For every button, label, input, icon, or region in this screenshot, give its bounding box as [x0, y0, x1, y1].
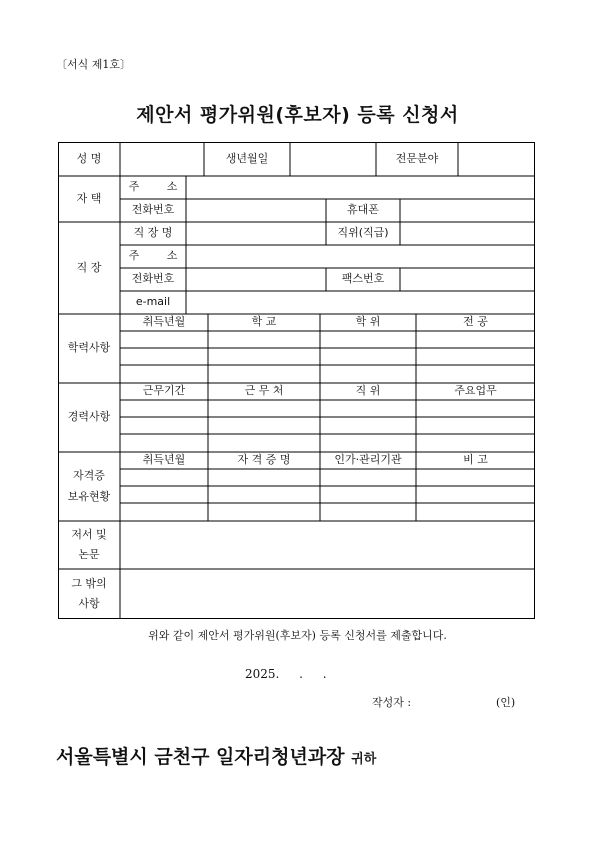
work-address-field[interactable]	[186, 245, 535, 268]
edu-entry-rows[interactable]	[120, 331, 535, 383]
work-label: 직 장	[76, 260, 102, 274]
mobile-field[interactable]	[400, 199, 535, 222]
author-label: 작성자 :	[372, 696, 412, 709]
name-field[interactable]	[120, 142, 204, 176]
home-phone-field[interactable]	[186, 199, 326, 222]
work-phone-field[interactable]	[186, 268, 326, 291]
other-label-line1: 그 밖의	[71, 576, 107, 590]
license-label-line2: 보유현황	[67, 489, 111, 503]
position-field[interactable]	[400, 222, 535, 245]
education-label: 학력사항	[67, 341, 111, 355]
recipient-suffix: 귀하	[351, 752, 377, 767]
field-input[interactable]	[458, 142, 535, 176]
home-address-field[interactable]	[186, 176, 535, 199]
edu-header-school: 학 교	[251, 315, 277, 329]
name-label: 성 명	[76, 151, 102, 165]
recipient-name: 서울특별시 금천구 일자리청년과장	[56, 746, 345, 768]
email-label: e-mail	[135, 295, 171, 309]
license-header-note: 비 고	[463, 453, 488, 467]
birth-label: 생년월일	[225, 151, 269, 165]
license-header-issuer: 인가·관리기관	[334, 453, 402, 467]
workplace-field[interactable]	[186, 222, 326, 245]
fax-field[interactable]	[400, 268, 535, 291]
home-label: 자 택	[76, 191, 102, 205]
fax-label: 팩스번호	[341, 272, 385, 286]
career-header-workplace: 근 무 처	[244, 384, 284, 398]
date-line[interactable]: 2025. . .	[245, 667, 327, 681]
birth-field[interactable]	[290, 142, 376, 176]
mobile-label: 휴대폰	[347, 203, 379, 217]
career-header-period: 근무기간	[142, 384, 186, 398]
other-label	[58, 569, 120, 619]
papers-label	[58, 521, 120, 569]
papers-label-line1: 저서 및	[71, 527, 107, 541]
license-header-name: 자 격 증 명	[237, 453, 291, 467]
career-header-position: 직 위	[355, 384, 381, 398]
position-label: 직위(직급)	[337, 226, 389, 240]
career-entry-rows[interactable]	[120, 400, 535, 452]
edu-header-major: 전 공	[463, 315, 488, 329]
other-field[interactable]	[120, 569, 535, 619]
form-number: 〔서식 제1호〕	[56, 58, 131, 71]
other-label-line2: 사항	[78, 597, 100, 610]
work-phone-label: 전화번호	[131, 272, 175, 286]
license-label-line1: 자격증	[73, 469, 105, 483]
home-phone-label: 전화번호	[131, 203, 175, 217]
registration-form-table	[58, 142, 535, 619]
work-address-label: 주 소	[128, 249, 190, 263]
declaration-text: 위와 같이 제안서 평가위원(후보자) 등록 신청서를 제출합니다.	[148, 629, 447, 642]
edu-header-degree: 학 위	[355, 315, 381, 329]
workplace-label: 직 장 명	[133, 226, 173, 240]
field-label: 전문분야	[395, 151, 439, 165]
papers-field[interactable]	[120, 521, 535, 569]
career-header-duties: 주요업무	[454, 384, 497, 398]
recipient	[56, 742, 376, 769]
license-entry-rows[interactable]	[120, 469, 535, 521]
email-field[interactable]	[186, 291, 535, 314]
career-label: 경력사항	[67, 410, 111, 424]
home-address-label: 주 소	[128, 180, 190, 194]
papers-label-line2: 논문	[78, 548, 100, 561]
license-label	[58, 452, 120, 521]
license-header-date: 취득년월	[142, 453, 186, 467]
seal-mark: (인)	[496, 696, 516, 709]
form-title: 제안서 평가위원(후보자) 등록 신청서	[136, 104, 459, 126]
edu-header-date: 취득년월	[142, 315, 186, 329]
